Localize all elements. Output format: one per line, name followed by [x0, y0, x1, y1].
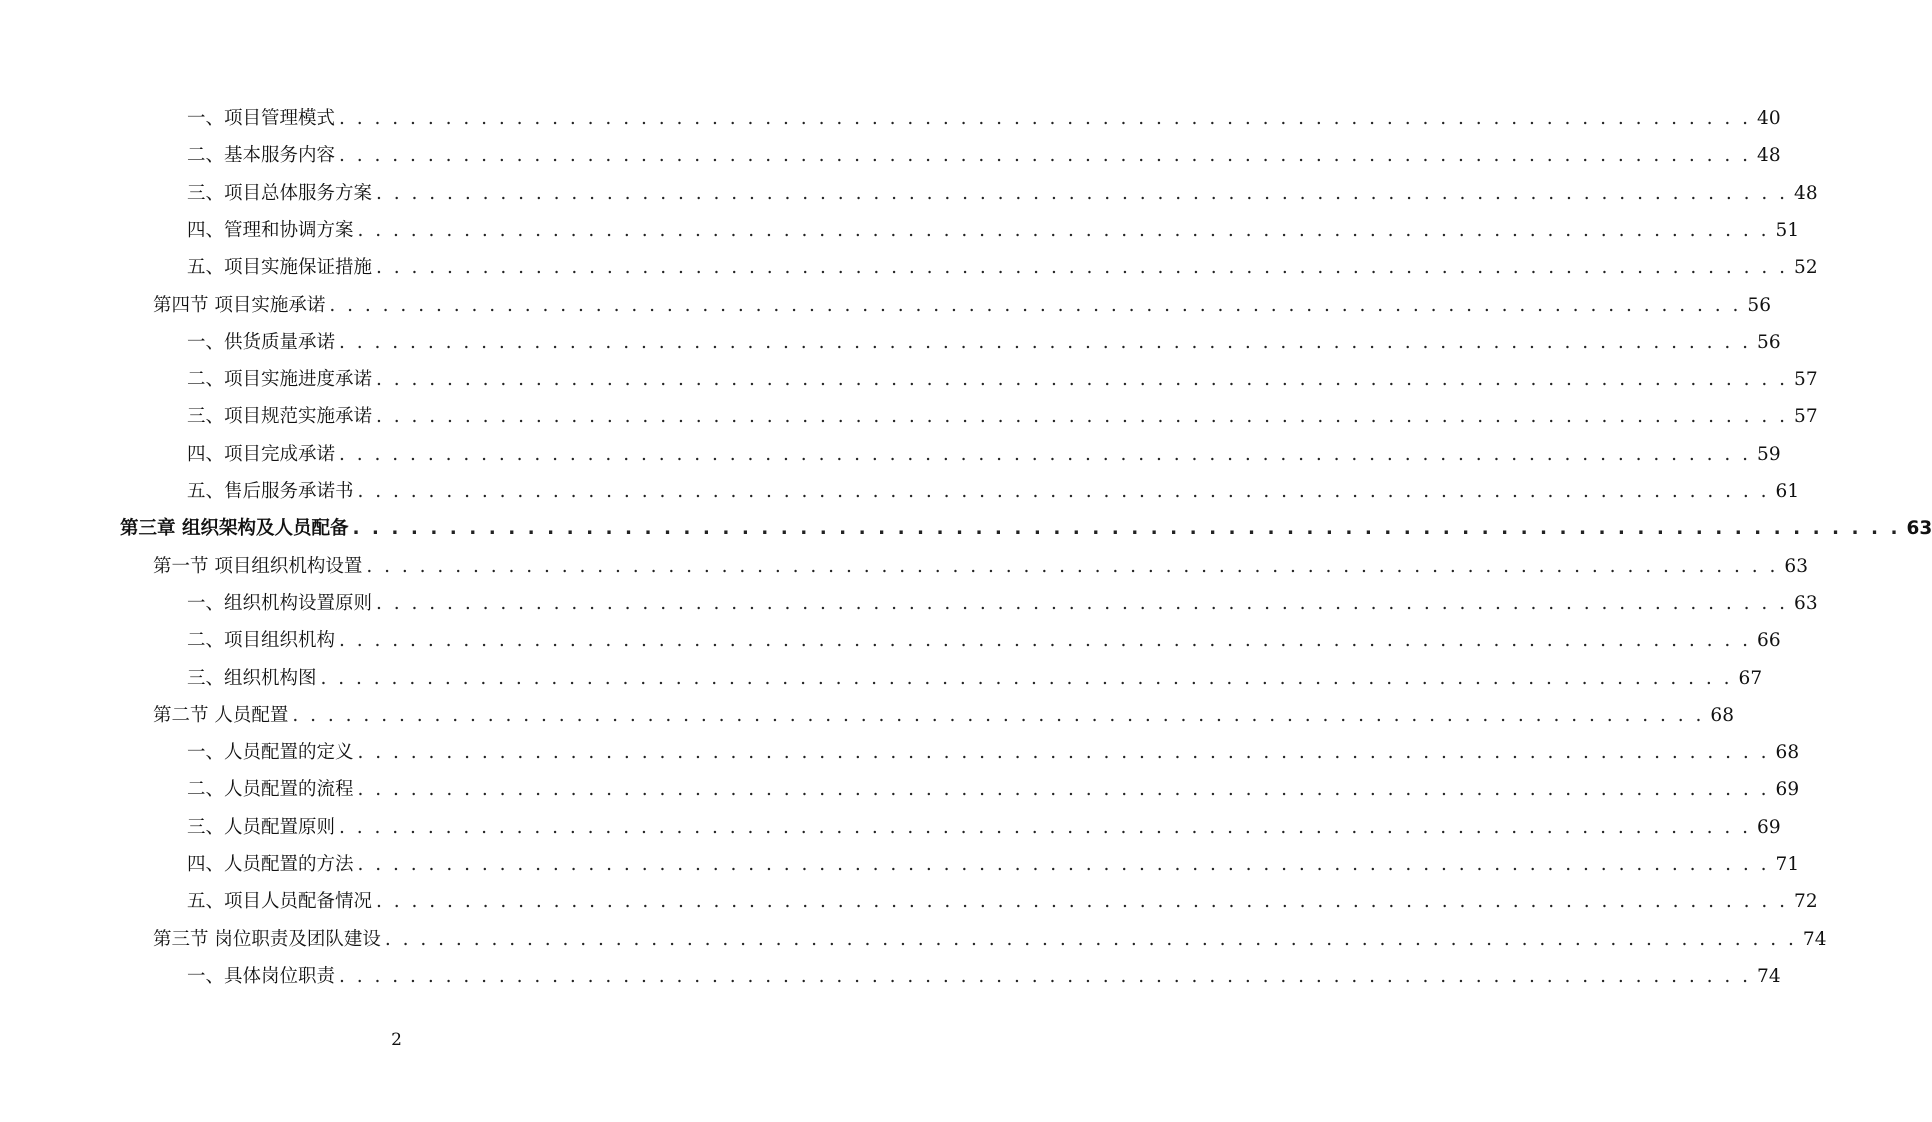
toc-item-entry[interactable] [187, 104, 1781, 134]
toc-item-entry[interactable] [187, 216, 1800, 246]
toc-item-entry[interactable] [187, 179, 1818, 209]
toc-item-entry[interactable] [187, 402, 1818, 432]
toc-leader-dots: . . . . . . . . . . . . . . . . . . . . . . . . . . . . . . . . . . . . . . . . . . . . . . . . . . . . . . . . . . . . . . . . . . . . . . . . . . . . . . . . [384, 928, 1797, 950]
toc-leader-dots: . . . . . . . . . . . . . . . . . . . . . . . . . . . . . . . . . . . . . . . . . . . . . . . . . . . . . . . . . . . . . . . . . . . . . . . . . . . . . . . . [339, 816, 1752, 838]
toc-leader-dots: . . . . . . . . . . . . . . . . . . . . . . . . . . . . . . . . . . . . . . . . . . . . . . . . . . . . . . . . . . . . . . . . . . . . . . . . . . . . . . . . [339, 443, 1752, 465]
toc-leader-dots: . . . . . . . . . . . . . . . . . . . . . . . . . . . . . . . . . . . . . . . . . . . . . . . . . . . . . . . . . . . . . . . . . . . . . . . . . . . . . . . . [376, 406, 1789, 428]
toc-entry-page: 59 [1757, 443, 1781, 465]
toc-leader-dots: . . . . . . . . . . . . . . . . . . . . . . . . . . . . . . . . . . . . . . . . . . . . . . . . . . . . . . . . . . . . . . . . . . . . . . . . . . . . . . . . [320, 667, 1733, 689]
toc-section-entry[interactable] [153, 552, 1808, 582]
toc-entry-page: 72 [1794, 891, 1818, 913]
toc-item-entry[interactable] [187, 253, 1818, 283]
toc-leader-dots: . . . . . . . . . . . . . . . . . . . . . . . . . . . . . . . . . . . . . . . . . . . . . . . . . . . . . . . . . . . . . . . . . . . . . . . . . . . . . . . . [339, 630, 1752, 652]
toc-entry-title: 第四节 项目实施承诺 [153, 294, 326, 316]
toc-item-entry[interactable] [187, 775, 1800, 805]
toc-leader-dots: . . . . . . . . . . . . . . . . . . . . . . . . . . . . . . . . . . . . . . . . . . . . . . . . . . . . . . . . . . . . . . . . . . . . . . . . . . . . . . . . [376, 369, 1789, 391]
toc-entry-title: 第二节 人员配置 [153, 704, 289, 726]
toc-entry-title: 一、组织机构设置原则 [187, 592, 373, 614]
toc-entry-page: 63 [1906, 518, 1932, 540]
toc-leader-dots: . . . . . . . . . . . . . . . . . . . . . . . . . . . . . . . . . . . . . . . . . . . . . . . . . . . . . . . . . . . . . . . . . . . . . . . . . . . . . . . . [357, 779, 1770, 801]
toc-leader-dots: . . . . . . . . . . . . . . . . . . . . . . . . . . . . . . . . . . . . . . . . . . . . . . . . . . . . . . . . . . . . . . . . . . . . . . . . . . . . . . . . [376, 182, 1789, 204]
toc-entry-title: 五、项目人员配备情况 [187, 891, 373, 913]
toc-item-entry[interactable] [187, 962, 1781, 992]
toc-item-entry[interactable] [187, 328, 1781, 358]
toc-item-entry[interactable] [187, 365, 1818, 395]
toc-entry-page: 48 [1757, 145, 1781, 167]
toc-entry-title: 一、项目管理模式 [187, 108, 336, 129]
toc-entry-title: 四、管理和协调方案 [187, 219, 354, 241]
toc-entry-page: 69 [1775, 779, 1800, 801]
toc-leader-dots: . . . . . . . . . . . . . . . . . . . . . . . . . . . . . . . . . . . . . . . . . . . . . . . . . . . . . . . . . . . . . . . . . . . . . . . . . . . . . . . . [357, 219, 1770, 241]
toc-entry-page: 57 [1794, 369, 1818, 391]
toc-item-entry[interactable] [187, 440, 1781, 470]
toc-entry-page: 51 [1775, 219, 1800, 241]
toc-entry-page: 74 [1802, 928, 1827, 950]
toc-entry-page: 67 [1738, 667, 1763, 689]
toc-entry-title: 一、供货质量承诺 [187, 331, 336, 353]
toc-entry-title: 三、人员配置原则 [187, 816, 336, 838]
toc-entry-title: 四、项目完成承诺 [187, 443, 336, 465]
toc-entry-title: 二、项目实施进度承诺 [187, 369, 373, 391]
toc-entry-title: 三、项目规范实施承诺 [187, 406, 373, 428]
page-number: 2 [391, 1030, 402, 1050]
toc-leader-dots: . . . . . . . . . . . . . . . . . . . . . . . . . . . . . . . . . . . . . . . . . . . . . . . . . . . . . . . . . . . . . . . . . . . . . . . . . . . . . . . . [352, 518, 1901, 540]
toc-leader-dots: . . . . . . . . . . . . . . . . . . . . . . . . . . . . . . . . . . . . . . . . . . . . . . . . . . . . . . . . . . . . . . . . . . . . . . . . . . . . . . . . [292, 704, 1705, 726]
toc-section-entry[interactable] [153, 925, 1827, 955]
toc-chapter-entry[interactable] [120, 514, 1932, 544]
toc-entry-title: 二、人员配置的流程 [187, 779, 354, 801]
toc-leader-dots: . . . . . . . . . . . . . . . . . . . . . . . . . . . . . . . . . . . . . . . . . . . . . . . . . . . . . . . . . . . . . . . . . . . . . . . . . . . . . . . . [339, 331, 1752, 353]
toc-entry-title: 五、售后服务承诺书 [187, 481, 354, 502]
toc-item-entry[interactable] [187, 141, 1781, 171]
toc-item-entry[interactable] [187, 477, 1800, 507]
toc-entry-page: 63 [1784, 555, 1808, 577]
toc-leader-dots: . . . . . . . . . . . . . . . . . . . . . . . . . . . . . . . . . . . . . . . . . . . . . . . . . . . . . . . . . . . . . . . . . . . . . . . . . . . . . . . . [376, 257, 1789, 279]
toc-section-entry[interactable] [153, 291, 1771, 321]
toc-leader-dots: . . . . . . . . . . . . . . . . . . . . . . . . . . . . . . . . . . . . . . . . . . . . . . . . . . . . . . . . . . . . . . . . . . . . . . . . . . . . . . . . [329, 294, 1742, 316]
toc-leader-dots: . . . . . . . . . . . . . . . . . . . . . . . . . . . . . . . . . . . . . . . . . . . . . . . . . . . . . . . . . . . . . . . . . . . . . . . . . . . . . . . . [339, 965, 1752, 987]
toc-item-entry[interactable] [187, 850, 1800, 880]
toc-entry-page: 68 [1710, 704, 1734, 726]
toc-entry-page: 68 [1775, 742, 1800, 764]
toc-leader-dots: . . . . . . . . . . . . . . . . . . . . . . . . . . . . . . . . . . . . . . . . . . . . . . . . . . . . . . . . . . . . . . . . . . . . . . . . . . . . . . . . [357, 854, 1770, 875]
toc-entry-title: 三、项目总体服务方案 [187, 182, 373, 204]
toc-leader-dots: . . . . . . . . . . . . . . . . . . . . . . . . . . . . . . . . . . . . . . . . . . . . . . . . . . . . . . . . . . . . . . . . . . . . . . . . . . . . . . . . [366, 555, 1779, 577]
toc-leader-dots: . . . . . . . . . . . . . . . . . . . . . . . . . . . . . . . . . . . . . . . . . . . . . . . . . . . . . . . . . . . . . . . . . . . . . . . . . . . . . . . . [339, 145, 1752, 167]
toc-entry-page: 63 [1794, 592, 1818, 614]
toc-item-entry[interactable] [187, 738, 1800, 768]
toc-item-entry[interactable] [187, 626, 1781, 656]
toc-entry-page: 66 [1757, 630, 1781, 652]
toc-entry-page: 56 [1747, 294, 1771, 316]
toc-entry-title: 第一节 项目组织机构设置 [153, 555, 363, 577]
toc-item-entry[interactable] [187, 589, 1818, 619]
toc-entry-page: 74 [1757, 965, 1781, 987]
toc-entry-page: 40 [1757, 108, 1781, 129]
toc-entry-title: 五、项目实施保证措施 [187, 257, 373, 279]
toc-entry-title: 一、具体岗位职责 [187, 965, 336, 987]
toc-entry-page: 71 [1775, 854, 1800, 875]
toc-entry-title: 三、组织机构图 [187, 667, 317, 689]
toc-entry-page: 57 [1794, 406, 1818, 428]
toc-entry-title: 二、项目组织机构 [187, 630, 336, 652]
toc-leader-dots: . . . . . . . . . . . . . . . . . . . . . . . . . . . . . . . . . . . . . . . . . . . . . . . . . . . . . . . . . . . . . . . . . . . . . . . . . . . . . . . . [357, 481, 1770, 502]
toc-entry-title: 一、人员配置的定义 [187, 742, 354, 764]
toc-item-entry[interactable] [187, 887, 1818, 917]
toc-leader-dots: . . . . . . . . . . . . . . . . . . . . . . . . . . . . . . . . . . . . . . . . . . . . . . . . . . . . . . . . . . . . . . . . . . . . . . . . . . . . . . . . [339, 108, 1752, 129]
toc-item-entry[interactable] [187, 813, 1781, 843]
toc-entry-page: 52 [1794, 257, 1818, 279]
toc-entry-page: 61 [1775, 481, 1800, 502]
toc-entry-title: 第三章 组织架构及人员配备 [120, 518, 349, 540]
toc-leader-dots: . . . . . . . . . . . . . . . . . . . . . . . . . . . . . . . . . . . . . . . . . . . . . . . . . . . . . . . . . . . . . . . . . . . . . . . . . . . . . . . . [376, 891, 1789, 913]
toc-entry-page: 69 [1757, 816, 1781, 838]
toc-entry-page: 48 [1794, 182, 1818, 204]
toc-entry-title: 二、基本服务内容 [187, 145, 336, 167]
toc-entry-title: 第三节 岗位职责及团队建设 [153, 928, 381, 950]
toc-entry-page: 56 [1757, 331, 1781, 353]
toc-leader-dots: . . . . . . . . . . . . . . . . . . . . . . . . . . . . . . . . . . . . . . . . . . . . . . . . . . . . . . . . . . . . . . . . . . . . . . . . . . . . . . . . [357, 742, 1770, 764]
toc-leader-dots: . . . . . . . . . . . . . . . . . . . . . . . . . . . . . . . . . . . . . . . . . . . . . . . . . . . . . . . . . . . . . . . . . . . . . . . . . . . . . . . . [376, 592, 1789, 614]
toc-entry-title: 四、人员配置的方法 [187, 854, 354, 875]
toc-item-entry[interactable] [187, 664, 1763, 694]
toc-section-entry[interactable] [153, 701, 1734, 731]
